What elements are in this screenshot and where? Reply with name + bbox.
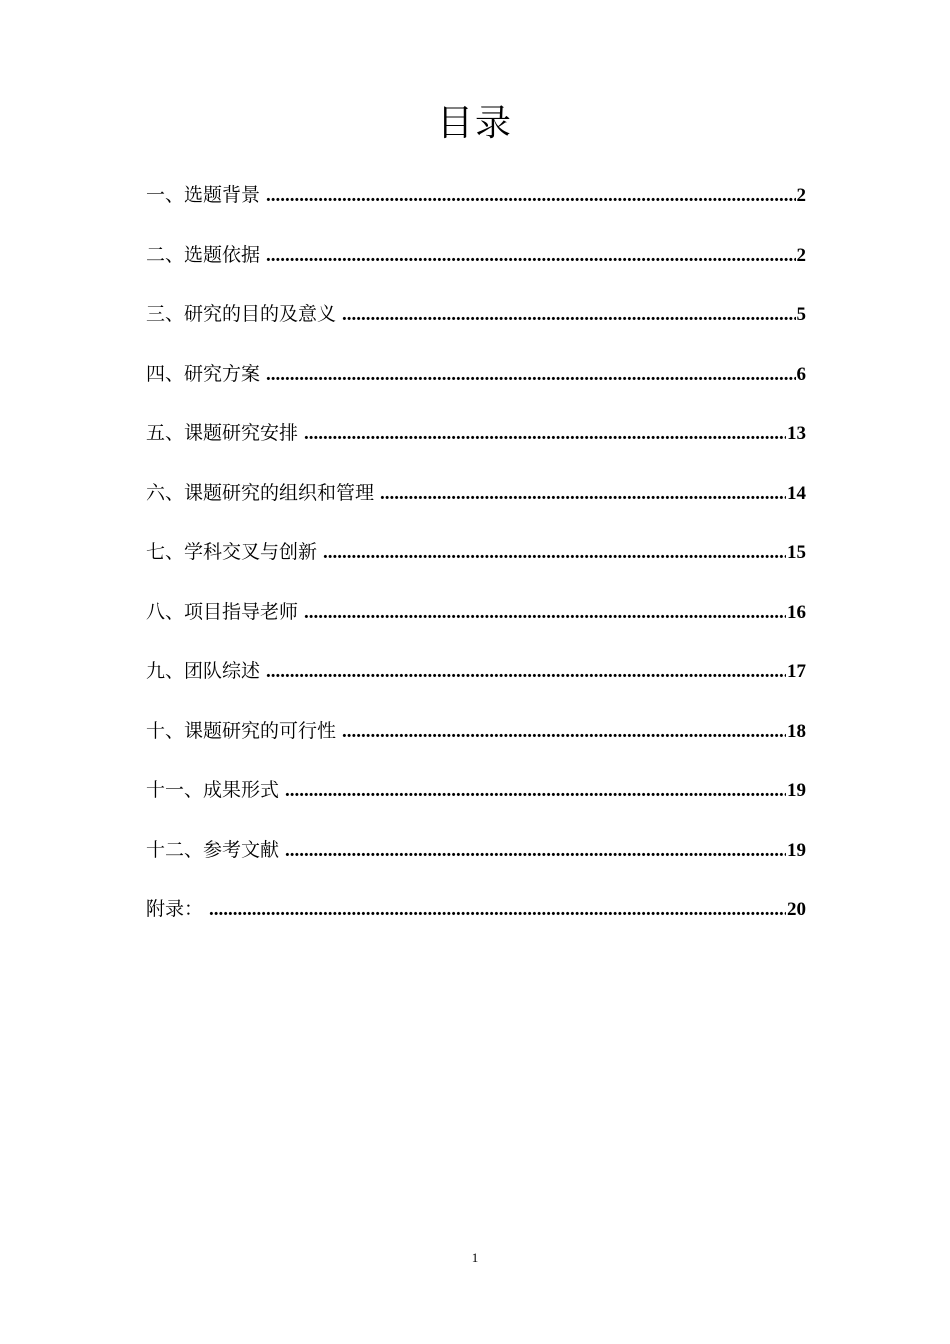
toc-dot-leader	[323, 533, 786, 573]
toc-entry-page: 17	[787, 661, 806, 682]
toc-entry-label: 九、团队综述	[146, 660, 261, 682]
toc-entry-label: 七、学科交叉与创新	[146, 541, 318, 563]
toc-dot-leader	[266, 176, 795, 216]
toc-entry-page: 19	[787, 780, 806, 801]
page-number: 1	[471, 1250, 479, 1265]
toc-entry[interactable]	[146, 532, 806, 592]
toc-dot-leader	[266, 236, 795, 276]
toc-entry-label: 二、选题依据	[146, 243, 261, 266]
toc-entry-label: 三、研究的目的及意义	[146, 303, 337, 325]
toc-entry-page: 19	[787, 839, 806, 861]
toc-entry-label: 一、选题背景	[146, 184, 261, 206]
toc-dot-leader	[304, 593, 786, 633]
toc-entry-page: 6	[796, 363, 806, 385]
toc-entry[interactable]	[146, 889, 806, 949]
toc-entry[interactable]	[146, 592, 806, 652]
toc-dot-leader	[266, 652, 786, 692]
toc-entry-page: 5	[796, 304, 806, 325]
toc-entry[interactable]	[146, 830, 806, 890]
toc-dot-leader	[266, 355, 795, 395]
toc-entry-page: 15	[787, 542, 806, 563]
toc-entry[interactable]	[146, 711, 806, 771]
toc-entry-page: 2	[796, 185, 806, 206]
toc-entry-label: 五、课题研究安排	[146, 422, 299, 444]
toc-entry-label: 十一、成果形式	[146, 779, 280, 801]
toc-entry-page: 16	[787, 601, 806, 623]
toc-entry-label: 十、课题研究的可行性	[146, 719, 337, 742]
toc-entry-label: 六、课题研究的组织和管理	[146, 481, 375, 504]
toc-entry[interactable]	[146, 473, 806, 533]
toc-dot-leader	[342, 295, 795, 335]
toc-dot-leader	[304, 414, 786, 454]
page-title: 目录	[436, 103, 513, 144]
toc-entry[interactable]	[146, 413, 806, 473]
table-of-contents	[146, 175, 806, 949]
toc-entry[interactable]	[146, 354, 806, 414]
toc-entry[interactable]	[146, 175, 806, 235]
toc-entry-label: 附录：	[146, 898, 204, 920]
toc-entry-label: 四、研究方案	[146, 362, 261, 385]
toc-entry-page: 13	[787, 423, 806, 444]
toc-entry-page: 2	[796, 244, 806, 266]
toc-entry[interactable]	[146, 294, 806, 354]
toc-entry[interactable]	[146, 770, 806, 830]
toc-entry-page: 20	[787, 899, 806, 920]
toc-dot-leader	[285, 771, 786, 811]
toc-dot-leader	[285, 831, 786, 871]
toc-entry-page: 14	[787, 482, 806, 504]
toc-entry[interactable]	[146, 235, 806, 295]
toc-entry-label: 十二、参考文献	[146, 838, 280, 861]
toc-entry[interactable]	[146, 651, 806, 711]
toc-entry-page: 18	[787, 720, 806, 742]
toc-entry-label: 八、项目指导老师	[146, 600, 299, 623]
toc-dot-leader	[209, 890, 786, 930]
toc-dot-leader	[380, 474, 786, 514]
toc-dot-leader	[342, 712, 786, 752]
